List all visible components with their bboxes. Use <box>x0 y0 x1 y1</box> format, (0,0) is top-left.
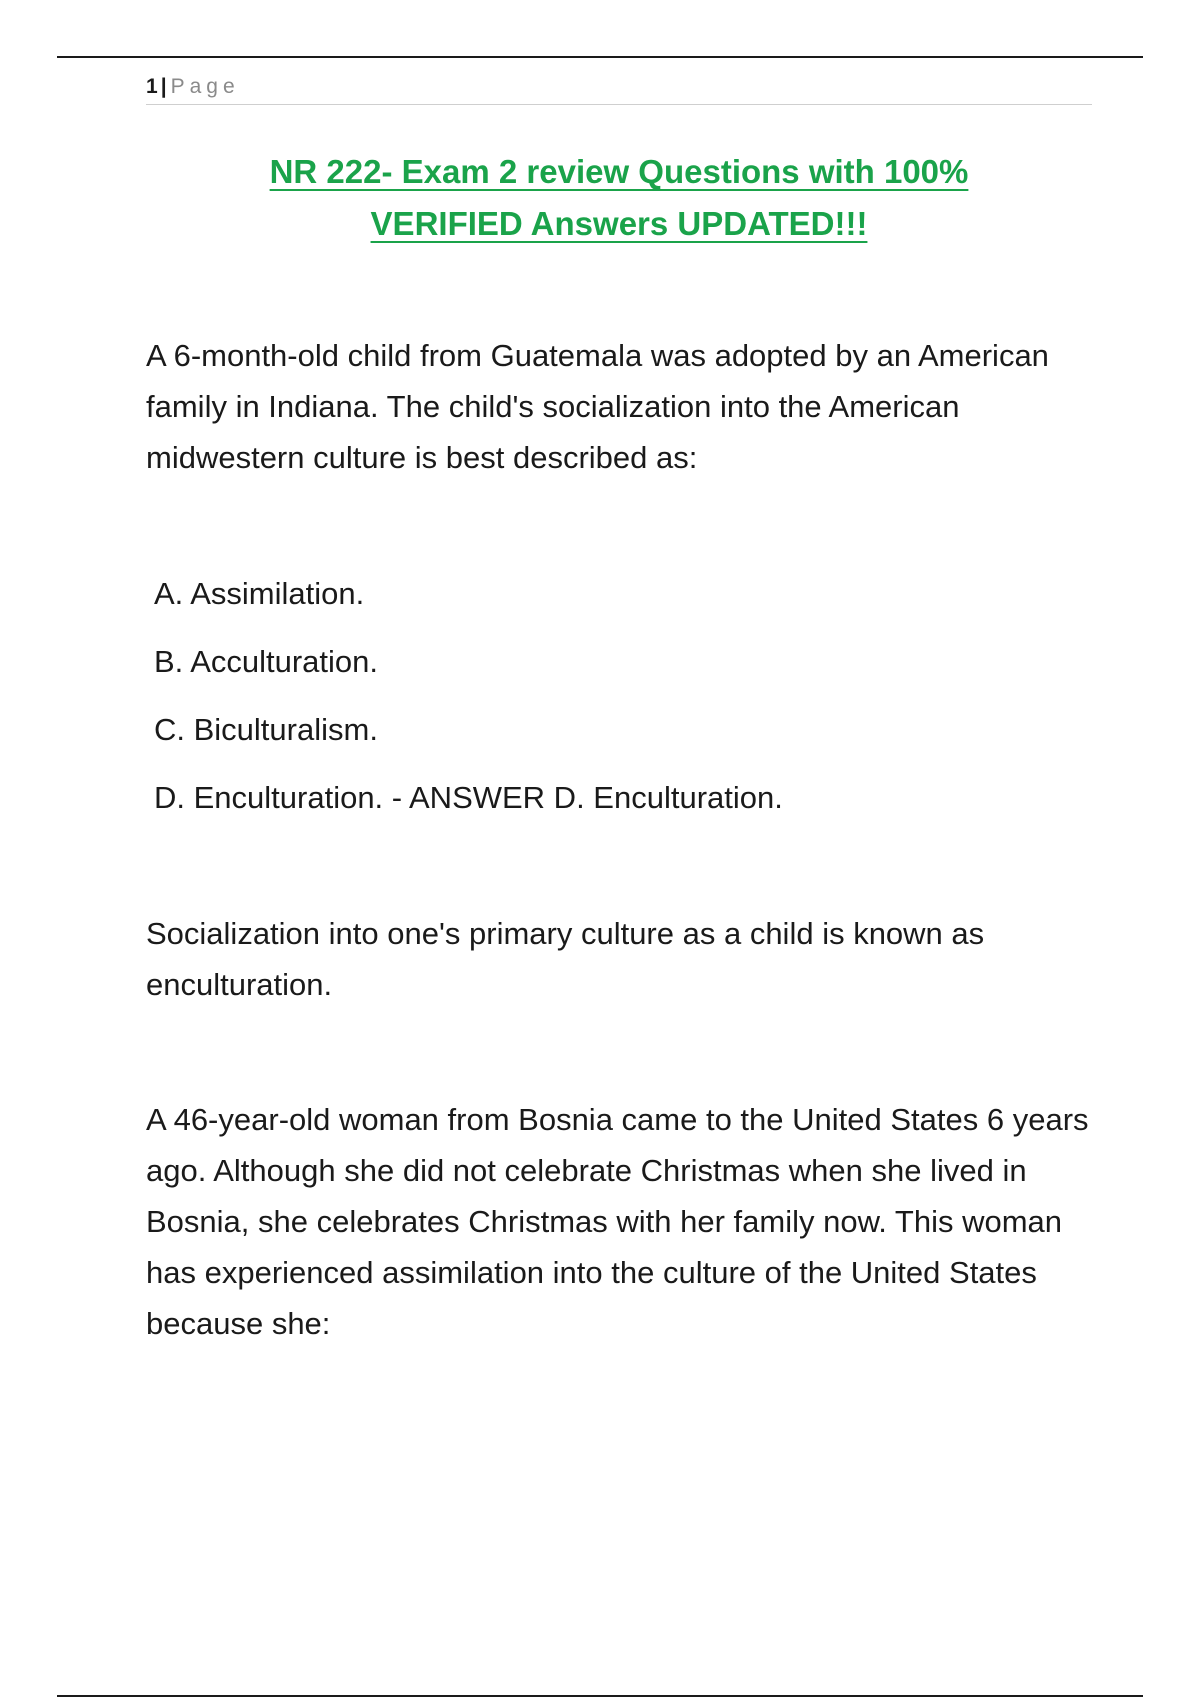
title-line-1: NR 222- Exam 2 review Questions with 100% <box>269 153 969 190</box>
page-header <box>146 74 1092 105</box>
bottom-rule <box>57 1695 1143 1697</box>
page-number: 1 <box>146 75 158 98</box>
page-separator: | <box>160 75 167 98</box>
page-word: Page <box>170 75 240 98</box>
question-1-text: A 6-month-old child from Guatemala was adopted by an American family in Indiana. The child's socialization into the American midwestern culture is best described as: <box>146 338 1049 475</box>
document-title <box>146 146 1092 250</box>
question-1-option-a: A. Assimilation. <box>154 576 365 611</box>
question-2-text: A 46-year-old woman from Bosnia came to the United States 6 years ago. Although she did not celebrate Christmas when she lived in Bosnia, she celebrates Christmas with her family now. This woman has experienced assimilation into the culture of the United States because she: <box>146 1102 1089 1341</box>
question-1-option-b: B. Acculturation. <box>154 644 379 679</box>
question-1-option-c: C. Biculturalism. <box>154 712 378 747</box>
question-1-option-d-answer: D. Enculturation. - ANSWER D. Enculturation. <box>154 780 783 815</box>
question-1-rationale: Socialization into one's primary culture as a child is known as enculturation. <box>146 916 985 1002</box>
title-line-2: VERIFIED Answers UPDATED!!! <box>370 205 868 242</box>
top-rule <box>57 56 1143 58</box>
